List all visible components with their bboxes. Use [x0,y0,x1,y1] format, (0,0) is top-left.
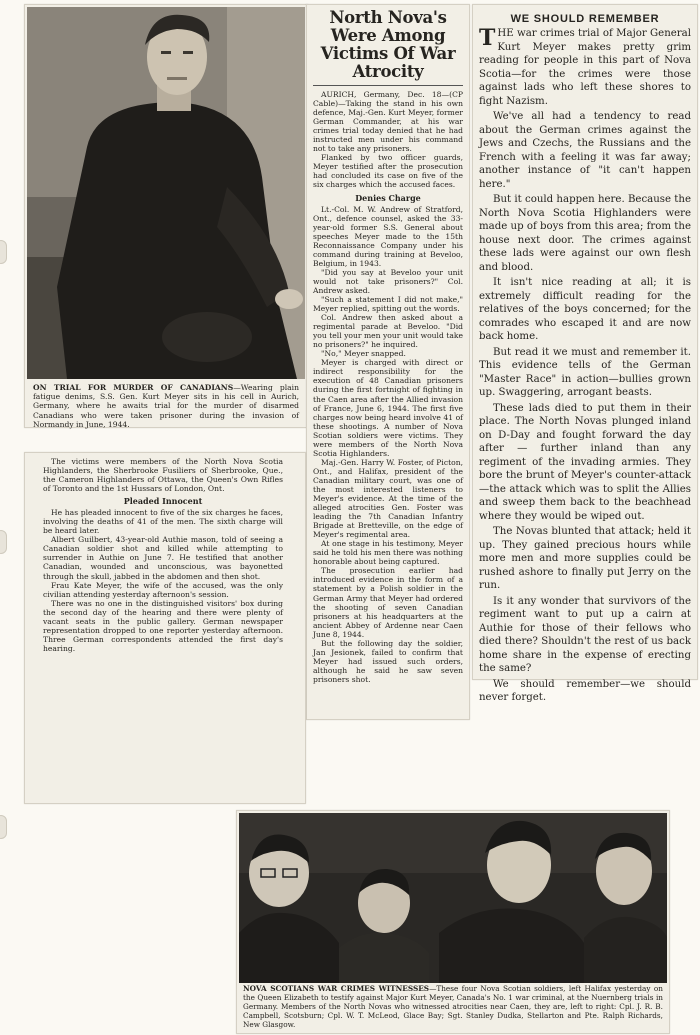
editorial-first-text: HE war crimes trial of Major General Kurt Meyer makes pretty grim reading for people in this part of Nova Scotia—for the crimes were those against lads who left these shores to fight Nazism. [479,28,691,107]
meyer-photo-illustration [27,7,305,379]
article-paragraph: Frau Kate Meyer, the wife of the accused, was the only civilian attending yesterday afternoon's session. [43,580,283,599]
bottom-photo-clipping [236,810,670,1034]
top-photo-caption-head: ON TRIAL FOR MURDER OF CANADIANS [33,383,234,392]
editorial-paragraph: It isn't nice reading at all; it is extremely difficult reading for the relatives of the boys concerned; for the comrades who escaped it and are now back home. [479,277,691,342]
bottom-photo-caption-body: —These four Nova Scotian soldiers, left Halifax yesterday on the Queen Elizabeth to testify against Major Kurt Meyer, Canada's No. 1 war criminal, at the Nuernberg trials in Germany. Members of the North Novas who witnessed atrocities near Caen, they are, left to right: Cpl. J. R. B. Campbell, Scotsburn; Cpl. W. T. McLeod, Glace Bay; Sgt. Stanley Dudka, Stellarton and Pte. Ralph Richards, New Glasgow. [243,984,663,1029]
editorial-clipping [472,4,698,703]
article-paragraph: At one stage in his testimony, Meyer said he told his men there was nothing honorable about being captured. [313,539,463,567]
article-paragraph: "No," Meyer snapped. [321,349,406,359]
editorial-paragraph: We should remember—we should never forget. [479,678,691,703]
editorial-paragraph: We've all had a tendency to read about the German crimes against the Jews and Czechs, the Russians and the French with a feeling it was far away; another instance of "it can't happen here." [479,111,691,190]
editorial-body [479,27,691,705]
article-paragraph: The prosecution earlier had introduced evidence in the form of a statement by a Polish soldier in the German Army that Meyer had ordered the shooting of seven Canadian prisoners at his headquarters at the ancient Abbey of Ardenne near Caen June 8, 1944. [313,566,463,639]
top-photo-clipping [24,4,308,428]
article-left-column [24,452,306,804]
bottom-photo-caption [243,985,663,1030]
subhead-pleaded-innocent: Pleaded Innocent [123,496,203,507]
meyer-photo [27,7,305,379]
witnesses-photo [239,813,667,983]
article-paragraph: AURICH, Germany, Dec. 18—(CP Cable)—Taking the stand in his own defence, Maj.-Gen. Kurt Meyer, former German Commander, at his war crimes trial today denied that he had instructed men under his command not to take any prisoners. [313,90,463,154]
editorial-paragraph: Is it any wonder that survivors of the regiment want to put up a cairn at Authie for those of their fellows who died there? Shouldn't the rest of us back home share in the expense of erecting the same? [479,595,691,674]
bottom-photo-caption-head: NOVA SCOTIANS WAR CRIMES WITNESSES [243,984,430,993]
article-paragraph: "Such a statement I did not make," Meyer replied, spitting out the words. [313,294,463,314]
article-headline: North Nova's Were Among Victims Of War Atrocity [320,8,456,81]
article-text-b [313,205,463,684]
article-paragraph: Col. Andrew then asked about a regimental parade at Beveloo. "Did you tell your men your unit would take no prisoners?" he inquired. [313,313,463,350]
article-paragraph: But the following day the soldier, Jan Jesionek, failed to confirm that Meyer had issued such orders, although he said he saw seven prisoners shot. [313,638,463,684]
editorial-first-paragraph [479,27,691,108]
headline-rule [313,85,463,86]
article-paragraph: Maj.-Gen. Harry W. Foster, of Picton, Ont., and Halifax, president of the Canadian military court, was one of the most interested listeners to Meyer's evidence. At the time of the alleged atrocities Gen. Foster was leading the 7th Canadian Infantry Brigade at Bretteville, on the edge of Meyer's regimental area. [313,457,463,540]
binder-hole-2 [0,530,7,554]
witnesses-photo-illustration [239,813,667,983]
article-text-a [313,90,463,190]
article-paragraph: "Did you say at Beveloo your unit would not take prisoners?" Col. Andrew asked. [313,267,463,295]
top-photo-caption-body: —Wearing plain fatigue denims, S.S. Gen. Kurt Meyer sits in his cell in Aurich, Germany, where he awaits trial for the murder of disarmed Canadians who were taken prisoner during the invasion of Normandy in June, 1944. [33,383,299,429]
article-paragraph: The victims were members of the North Nova Scotia Highlanders, the Sherbrooke Fusiliers of Sherbrooke, Que., the Cameron Highlanders of Ottawa, the Queen's Own Rifles of Toronto and the 1st Hussars of London, Ont. [43,457,283,494]
article-paragraph: Albert Guilbert, 43-year-old Authie mason, told of seeing a Canadian soldier shot and killed while attempting to surrender in Authie on June 7. He testified that another Canadian, wounded and unconscious, was bayonetted through the skull, jabbed in the abdomen and then shot. [43,535,283,581]
subhead-denies-charge: Denies Charge [355,192,421,203]
binder-hole-1 [0,240,7,264]
article-paragraph: He has pleaded innocent to five of the six charges he faces, involving the deaths of 41 of the men. The sixth charge will be heard later. [43,508,283,536]
top-photo-caption [33,383,299,429]
editorial-paragraph: But read it we must and remember it. This evidence tells of the German "Master Race" in action—bullies grown up. Swaggering, arrogant beasts. [479,346,691,398]
article-middle-column [306,4,470,720]
editorial-title: WE SHOULD REMEMBER [510,13,660,25]
editorial-paragraph: The Novas blunted that attack; held it up. They gained precious hours while more men and more supplies could be rushed ashore to finally put Jerry on the run. [479,526,691,591]
editorial-dropcap: T [479,25,496,51]
article-paragraph: Meyer is charged with direct or indirect responsibility for the execution of 48 Canadian prisoners during the first fortnight of fighting in the Caen area after the Allied invasion of France, June 6, 1944. The first five charges now being heard involve 41 of these shootings. A number of Nova Scotian soldiers were victims. They were members of the North Nova Scotia Highlanders. [313,358,463,458]
article-paragraph: Lt.-Col. M. W. Andrew of Stratford, Ont., defence counsel, asked the 33-year-old former S.S. General about speeches Meyer made to the 15th Reconnaissance Company under his command during training at Beveloo, Belgium, in 1943. [313,204,463,268]
binder-hole-3 [0,815,7,839]
editorial-paragraph: But it could happen here. Because the North Nova Scotia Highlanders were made up of boys from this area; from the house next door. The crimes against these lads were against our own flesh and blood. [479,194,691,273]
article-text-d [43,508,283,653]
article-paragraph: There was no one in the distinguished visitors' box during the second day of the hearing and there were plenty of vacant seats in the public gallery. German newspaper representation dropped to one reporter yesterday afternoon. Three German correspondents attended the first day's hearing. [43,598,283,653]
article-paragraph: Flanked by two officer guards, Meyer testified after the prosecution had concluded its case on five of the six charges which the accused faces. [313,153,463,190]
article-text-c [43,457,283,493]
editorial-paragraph: These lads died to put them in their place. The North Novas plunged inland on D-Day and fought forward the day after — further inland than any regiment of the invading armies. They bore the brunt of Meyer's counter-attack—the attack which was to split the Allies and sweep them back to the beachhead where they would be wiped out. [479,402,691,522]
